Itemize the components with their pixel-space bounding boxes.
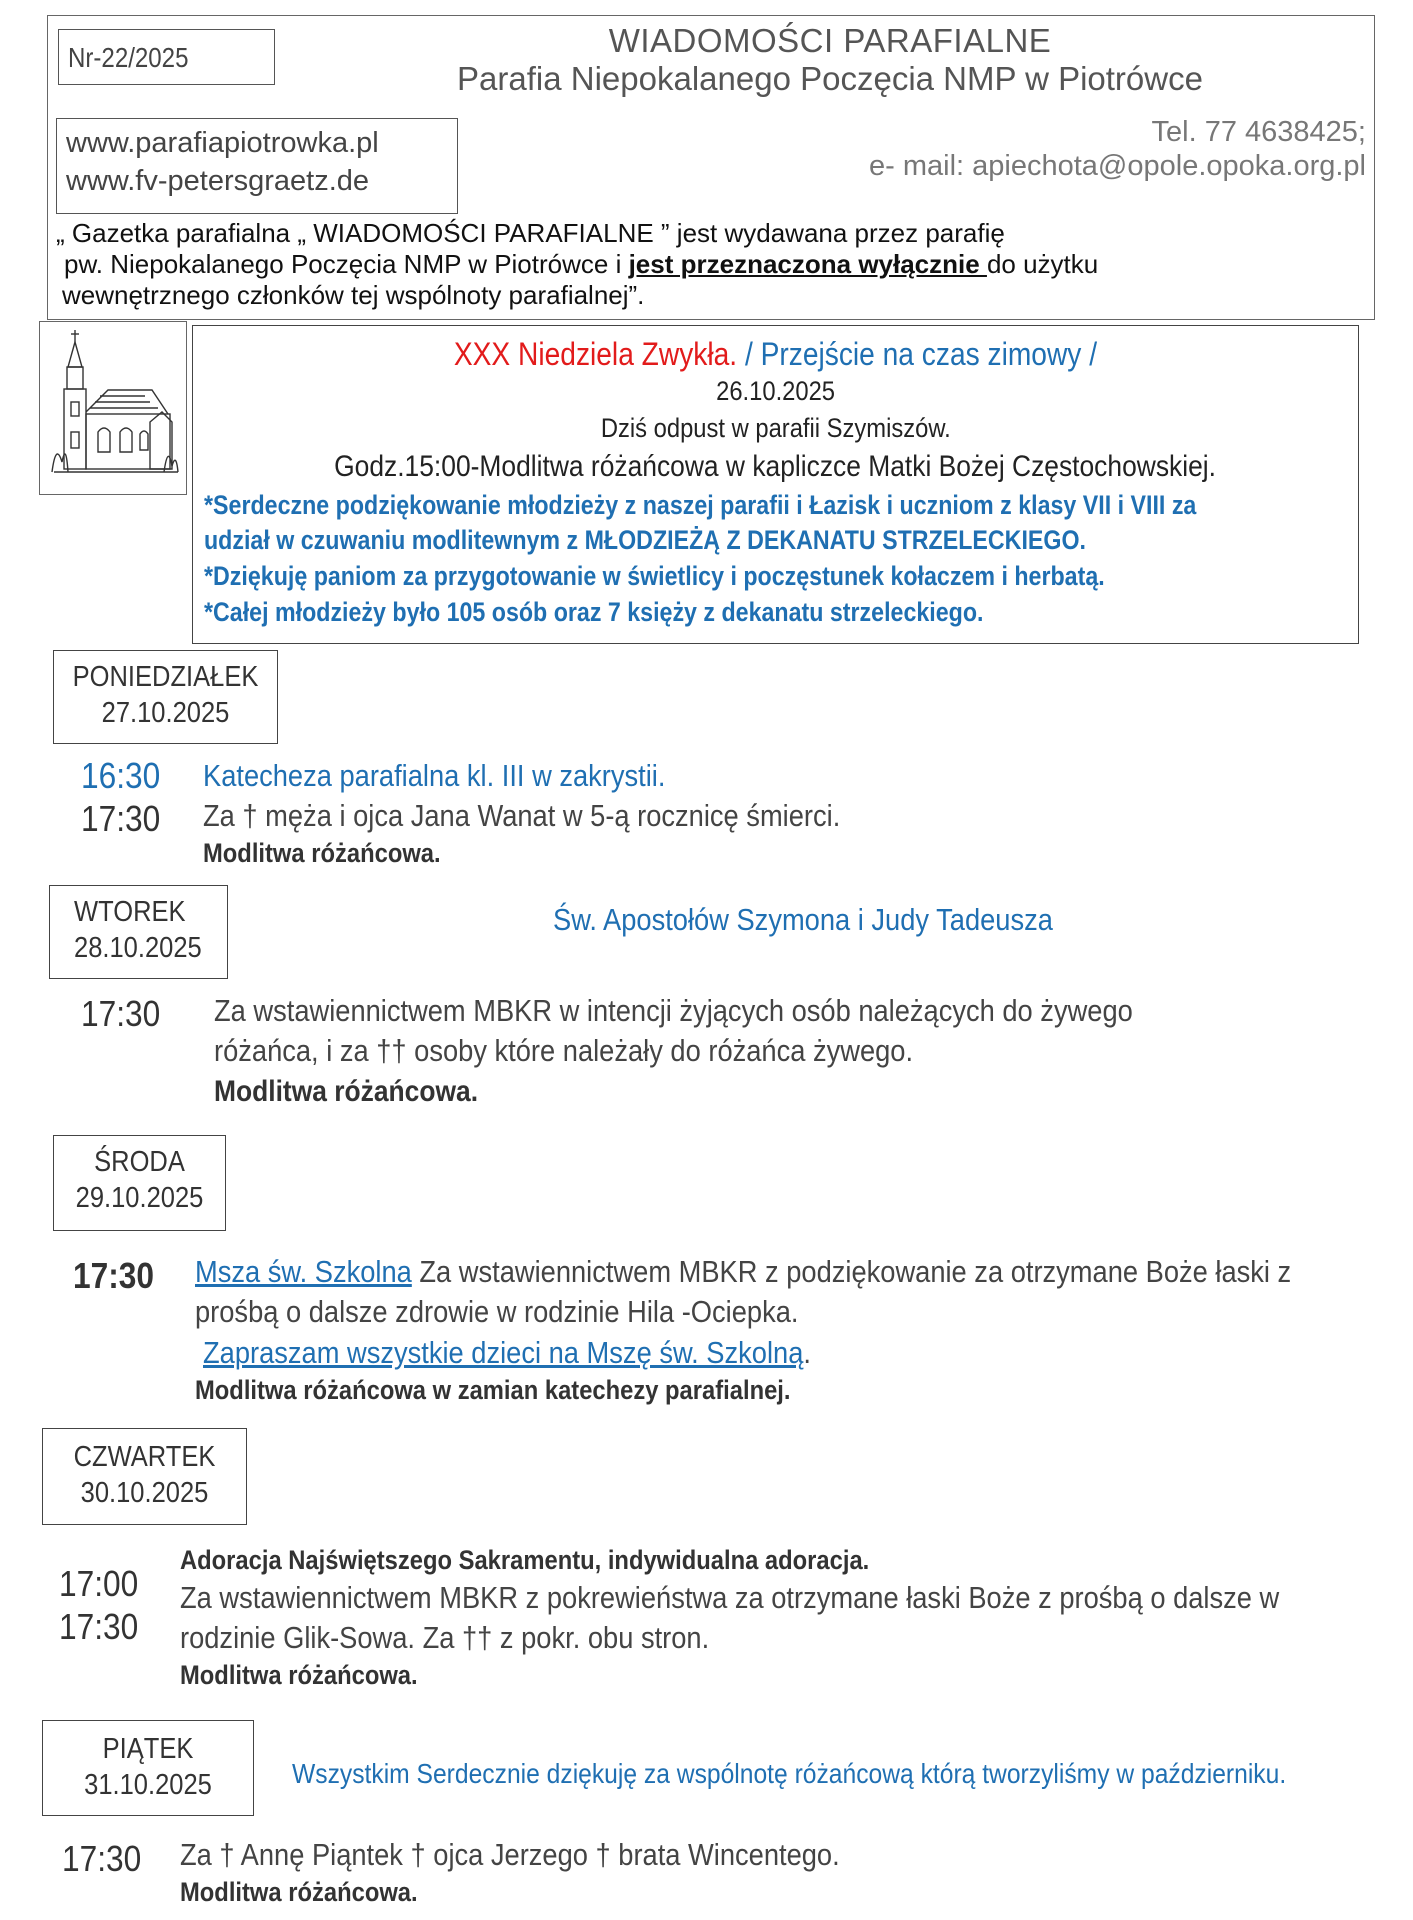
school-mass-link[interactable]: Msza św. Szkolna xyxy=(195,1254,412,1289)
wednesday-line-1-rest: Za wstawiennictwem MBKR z podziękowanie za otrzymane Boże łaski z xyxy=(411,1254,1292,1289)
notice-line-2 xyxy=(64,249,1098,280)
church-illustration xyxy=(40,322,184,492)
thursday-line-1: Adoracja Najświętszego Sakramentu, indywidualna adoracja. xyxy=(180,1545,870,1575)
newsletter-title: WIADOMOŚCI PARAFIALNE xyxy=(608,22,1052,59)
sunday-note-3: *Dziękuję paniom za przygotowanie w świetlicy i poczęstunek kołaczem i herbatą. xyxy=(204,561,1105,591)
day-name-tuesday: WTOREK xyxy=(74,896,186,928)
time-tuesday-1: 17:30 xyxy=(81,993,161,1034)
wednesday-line-4: Modlitwa różańcowa w zamian katechezy parafialnej. xyxy=(195,1375,791,1405)
thursday-line-3: rodzinie Glik-Sowa. Za †† z pokr. obu stron. xyxy=(180,1620,710,1655)
friday-line-2: Modlitwa różańcowa. xyxy=(180,1877,418,1907)
church-image-box xyxy=(39,321,187,495)
tuesday-line-3: Modlitwa różańcowa. xyxy=(214,1075,479,1108)
day-box-tuesday xyxy=(49,885,228,979)
day-name-monday: PONIEDZIAŁEK xyxy=(72,661,259,693)
sunday-line-2 xyxy=(192,450,1359,484)
website-link-2[interactable]: www.fv-petersgraetz.de xyxy=(66,165,370,197)
sunday-line-1-text: Dziś odpust w parafii Szymiszów. xyxy=(600,413,951,443)
friday-note: Wszystkim Serdecznie dziękuję za wspólnotę różańcową którą tworzyliśmy w październiku. xyxy=(292,1758,1287,1789)
sunday-date xyxy=(192,376,1359,407)
time-thursday-1: 17:00 xyxy=(59,1563,139,1604)
issue-number-box xyxy=(58,29,275,85)
sunday-line-2-text: Godz.15:00-Modlitwa różańcowa w kapliczce Matki Bożej Częstochowskiej. xyxy=(334,450,1217,483)
websites-box xyxy=(56,118,458,214)
notice-line-3: wewnętrznego członków tej wspólnoty parafialnej”. xyxy=(62,280,645,310)
notice-line-2b: jest przeznaczona wyłącznie xyxy=(628,249,987,279)
time-thursday-2: 17:30 xyxy=(59,1606,139,1647)
sunday-note-4: *Całej młodzieży było 105 osób oraz 7 księży z dekanatu strzeleckiego. xyxy=(204,597,984,627)
day-box-monday xyxy=(53,650,278,744)
day-name-thursday: CZWARTEK xyxy=(73,1441,216,1473)
notice-line-2a: pw. Niepokalanego Poczęcia NMP w Piotrówce i xyxy=(64,249,629,279)
sunday-line-1 xyxy=(192,413,1359,444)
thursday-line-2: Za wstawiennictwem MBKR z pokrewieństwa za otrzymane łaski Boże z prośbą o dalsze w xyxy=(180,1580,1280,1615)
sunday-note-2: udział w czuwaniu modlitewnym z MŁODZIEŻĄ Z DEKANATU STRZELECKIEGO. xyxy=(204,525,1086,555)
day-date-tuesday: 28.10.2025 xyxy=(74,932,202,964)
wednesday-line-2: prośbą o dalsze zdrowie w rodzinie Hila -Ociepka. xyxy=(195,1294,799,1329)
tuesday-line-2: różańca, i za †† osoby które należały do różańca żywego. xyxy=(214,1033,914,1068)
website-link-1[interactable]: www.parafiapiotrowka.pl xyxy=(66,127,379,159)
monday-line-3: Modlitwa różańcowa. xyxy=(203,838,441,868)
day-name-wednesday: ŚRODA xyxy=(94,1146,185,1178)
invite-children-link[interactable]: Zapraszam wszystkie dzieci na Mszę św. Szkolną xyxy=(203,1335,804,1370)
day-box-thursday xyxy=(42,1428,247,1525)
wednesday-line-3 xyxy=(203,1335,811,1371)
sunday-title xyxy=(192,336,1359,373)
day-name-friday: PIĄTEK xyxy=(102,1733,194,1765)
phone: Tel. 77 4638425; xyxy=(1151,116,1366,148)
friday-line-1: Za † Annę Piąntek † ojca Jerzego † brata Wincentego. xyxy=(180,1837,840,1872)
monday-line-2: Za † męża i ojca Jana Wanat w 5-ą rocznicę śmierci. xyxy=(203,798,841,833)
time-wednesday-1: 17:30 xyxy=(73,1255,155,1296)
sunday-title-blue: / Przejście na czas zimowy / xyxy=(737,336,1098,372)
email[interactable]: e- mail: apiechota@opole.opoka.org.pl xyxy=(869,150,1366,182)
wednesday-line-3-end: . xyxy=(803,1335,811,1370)
tuesday-line-1: Za wstawiennictwem MBKR w intencji żyjących osób należących do żywego xyxy=(214,993,1133,1028)
day-date-monday: 27.10.2025 xyxy=(101,697,230,729)
monday-line-1: Katecheza parafialna kl. III w zakrystii. xyxy=(203,758,666,793)
notice-line-2c: do użytku xyxy=(986,249,1099,279)
thursday-line-4: Modlitwa różańcowa. xyxy=(180,1660,418,1690)
day-date-thursday: 30.10.2025 xyxy=(80,1477,209,1509)
day-box-wednesday xyxy=(53,1135,226,1231)
notice-line-1: „ Gazetka parafialna „ WIADOMOŚCI PARAFIALNE ” jest wydawana przez parafię xyxy=(56,218,1005,248)
day-box-friday xyxy=(42,1720,254,1816)
wednesday-line-1 xyxy=(195,1254,1291,1290)
issue-number: Nr-22/2025 xyxy=(68,42,189,73)
time-friday-1: 17:30 xyxy=(62,1838,142,1879)
time-monday-1: 16:30 xyxy=(81,755,161,796)
tuesday-feast: Św. Apostołów Szymona i Judy Tadeusza xyxy=(553,902,1053,937)
time-monday-2: 17:30 xyxy=(81,798,161,839)
day-date-friday: 31.10.2025 xyxy=(84,1769,212,1801)
parish-name: Parafia Niepokalanego Poczęcia NMP w Piotrówce xyxy=(457,60,1203,97)
day-date-wednesday: 29.10.2025 xyxy=(75,1182,204,1214)
sunday-note-1: *Serdeczne podziękowanie młodzieży z naszej parafii i Łazisk i uczniom z klasy VII i VIII za xyxy=(204,490,1197,520)
sunday-title-red: XXX Niedziela Zwykła. xyxy=(453,336,738,372)
sunday-date-text: 26.10.2025 xyxy=(716,376,835,406)
